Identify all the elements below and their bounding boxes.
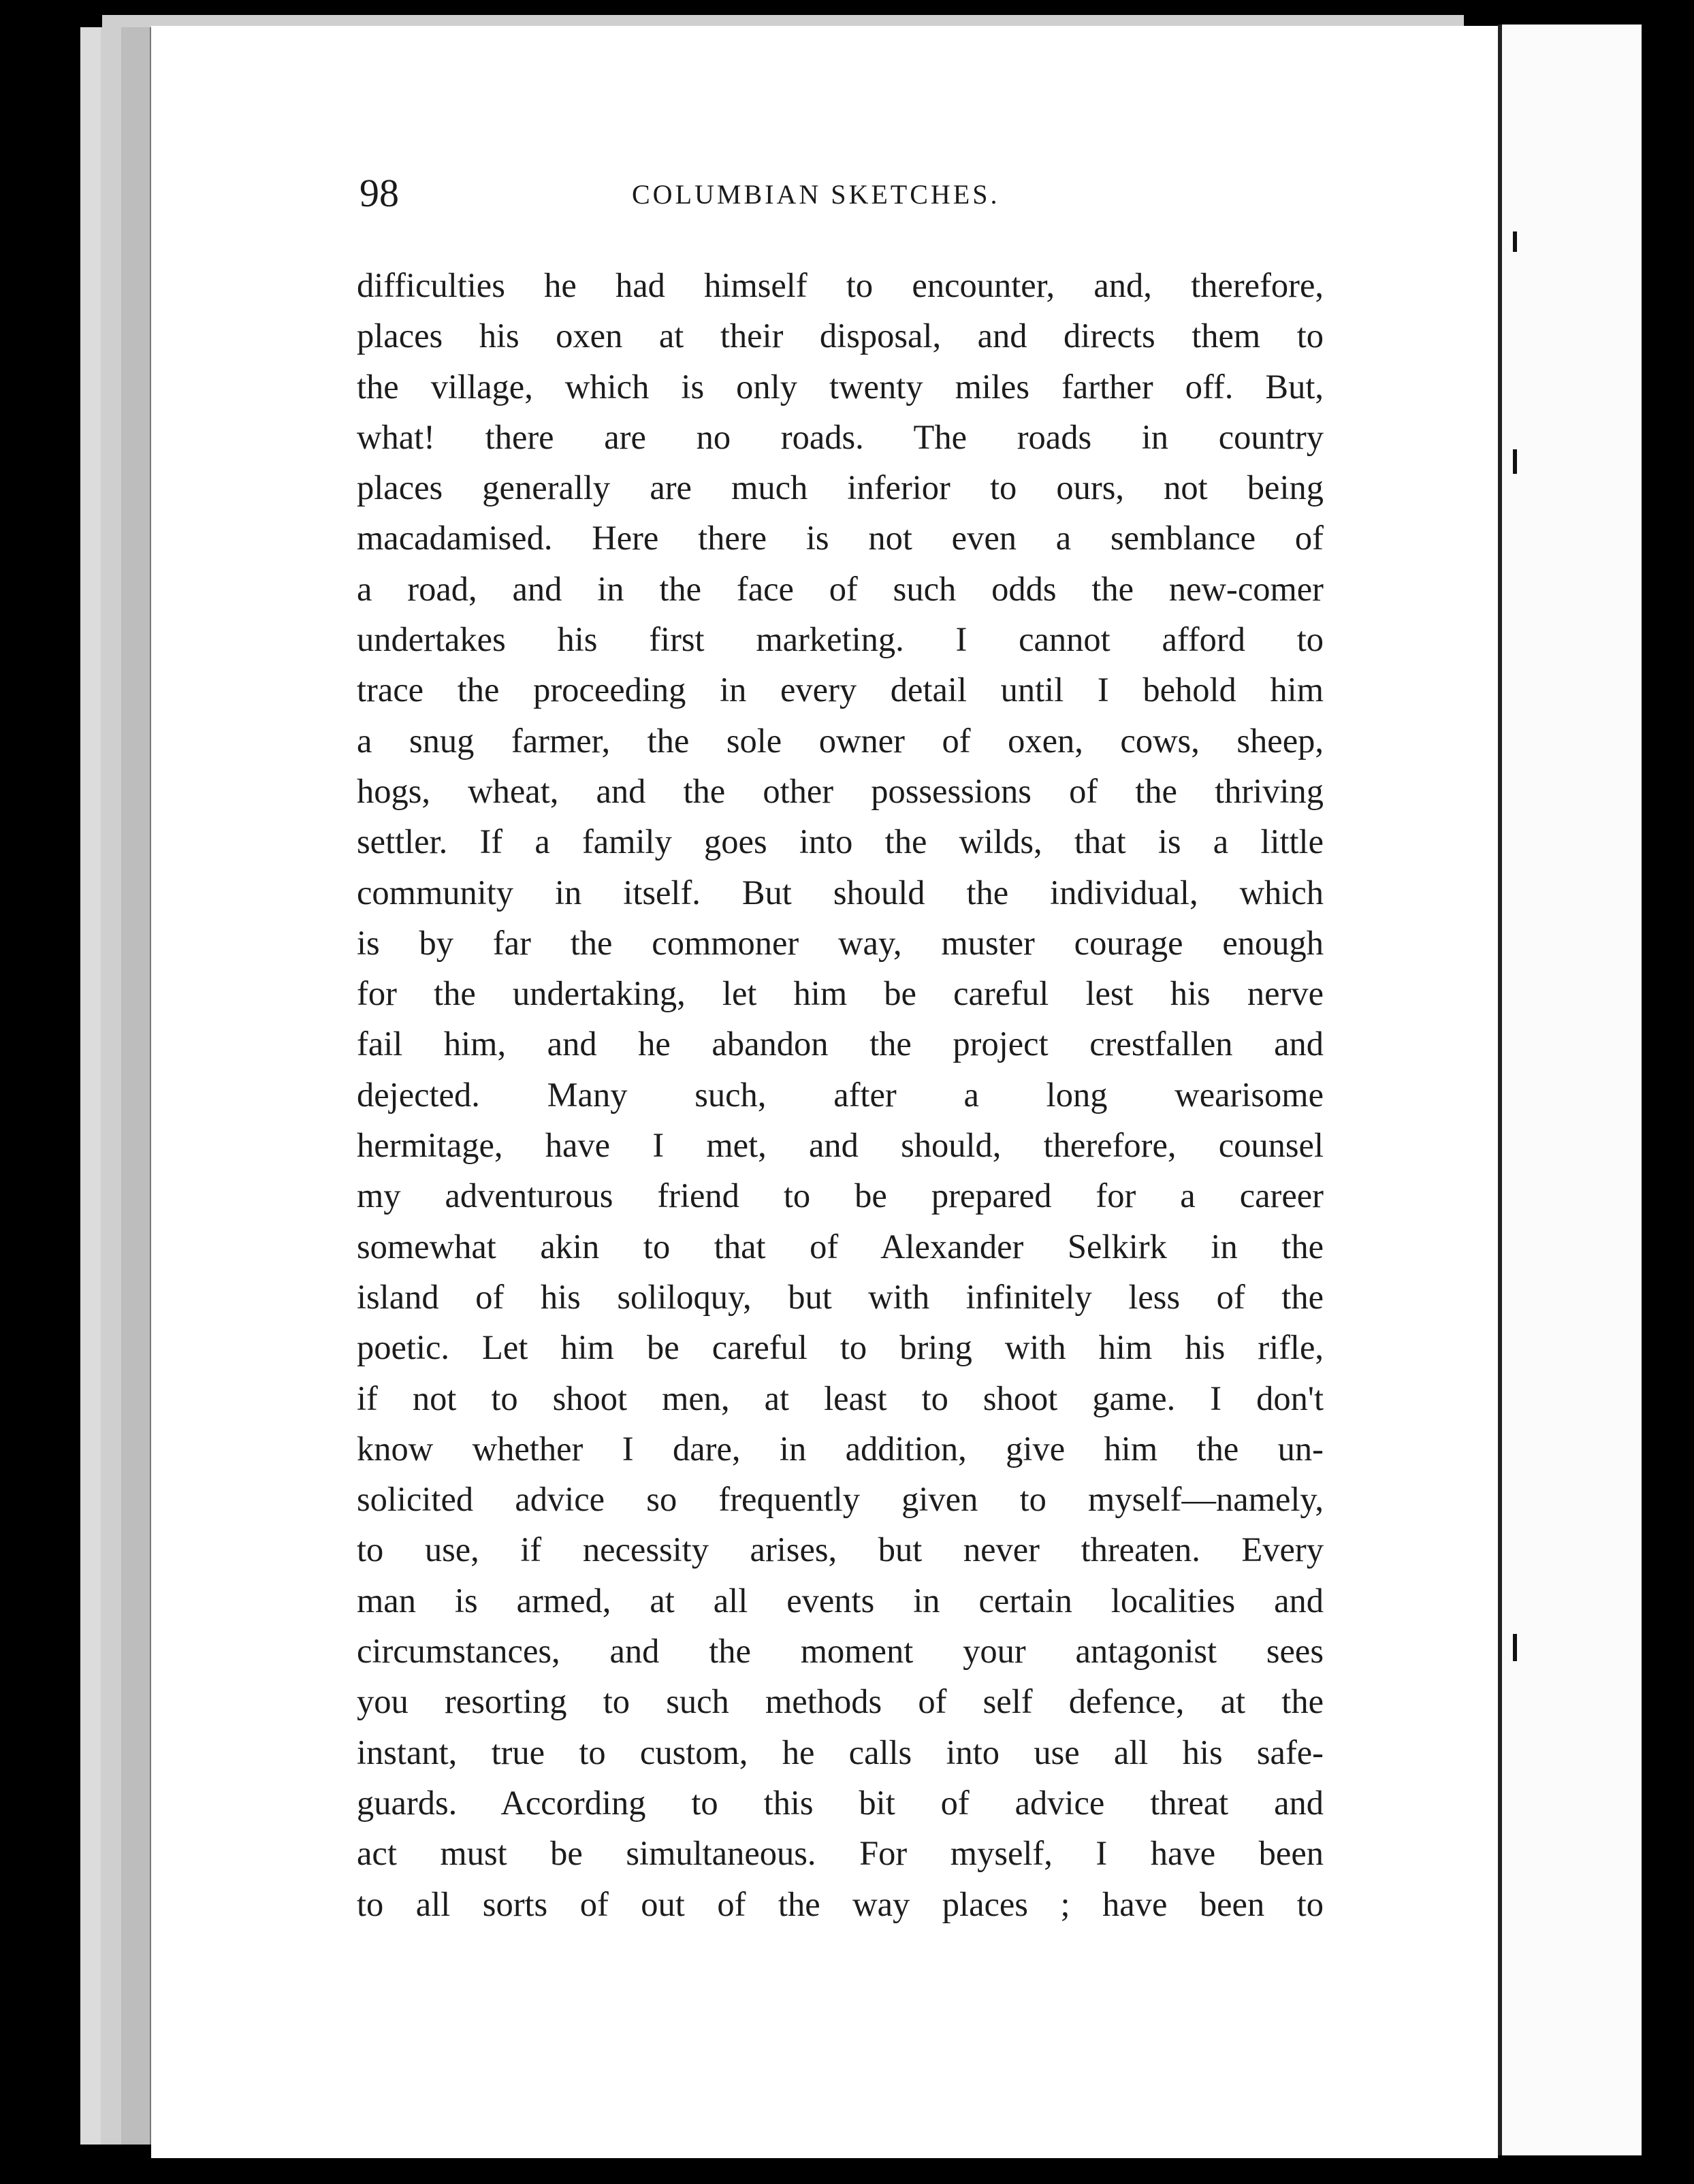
text-line: trace the proceeding in every detail until I behold him — [357, 671, 1324, 709]
text-line: instant, true to custom, he calls into use all his safe- — [357, 1733, 1324, 1771]
text-line: to all sorts of out of the way places ; have been to — [357, 1884, 1324, 1923]
text-line: a snug farmer, the sole owner of oxen, cows, sheep, — [357, 721, 1324, 760]
text-line: settler. If a family goes into the wilds, that is a little — [357, 822, 1324, 861]
text-line: dejected. Many such, after a long wearisome — [357, 1075, 1324, 1114]
page-number: 98 — [359, 171, 399, 215]
text-line: man is armed, at all events in certain localities and — [357, 1581, 1324, 1620]
text-line: somewhat akin to that of Alexander Selkirk in the — [357, 1227, 1324, 1266]
text-line: undertakes his first marketing. I cannot afford to — [357, 620, 1324, 659]
text-line: places his oxen at their disposal, and directs them to — [357, 317, 1324, 355]
page-stack-edge — [121, 27, 153, 2145]
text-line: a road, and in the face of such odds the new-comer — [357, 569, 1324, 608]
body-text — [357, 260, 1324, 1929]
text-line: circumstances, and the moment your antagonist sees — [357, 1632, 1324, 1671]
text-line: places generally are much inferior to ours, not being — [357, 468, 1324, 507]
text-line: the village, which is only twenty miles farther off. But, — [357, 367, 1324, 406]
facing-page-mark — [1513, 1634, 1517, 1661]
text-line: guards. According to this bit of advice threat and — [357, 1783, 1324, 1822]
text-line: island of his soliloquy, but with infinitely less of the — [357, 1277, 1324, 1316]
facing-page-mark — [1513, 231, 1517, 252]
text-line: to use, if necessity arises, but never threaten. Every — [357, 1530, 1324, 1569]
text-line: community in itself. But should the individual, which — [357, 873, 1324, 912]
running-head-title: COLUMBIAN SKETCHES. — [632, 179, 1000, 210]
page-stack-edge — [101, 27, 123, 2145]
text-line: my adventurous friend to be prepared for a career — [357, 1176, 1324, 1215]
running-head — [359, 170, 1326, 225]
text-line: macadamised. Here there is not even a semblance of — [357, 519, 1324, 558]
text-line: difficulties he had himself to encounter, and, therefore, — [357, 266, 1324, 304]
text-line: fail him, and he abandon the project crestfallen and — [357, 1025, 1324, 1063]
text-line: know whether I dare, in addition, give him the un- — [357, 1429, 1324, 1468]
text-line: you resorting to such methods of self defence, at the — [357, 1682, 1324, 1721]
text-line: hogs, wheat, and the other possessions of the thriving — [357, 771, 1324, 810]
text-line: poetic. Let him be careful to bring with him his rifle, — [357, 1328, 1324, 1367]
text-line: solicited advice so frequently given to myself—namely, — [357, 1480, 1324, 1519]
text-line: act must be simultaneous. For myself, I have been — [357, 1834, 1324, 1873]
text-line: if not to shoot men, at least to shoot game. I don't — [357, 1379, 1324, 1417]
facing-page-mark — [1513, 449, 1517, 474]
facing-page — [1498, 25, 1642, 2155]
text-line: for the undertaking, let him be careful lest his nerve — [357, 974, 1324, 1013]
text-line: what! there are no roads. The roads in country — [357, 417, 1324, 456]
text-line: hermitage, have I met, and should, therefore, counsel — [357, 1126, 1324, 1165]
text-line: is by far the commoner way, muster courage enough — [357, 923, 1324, 962]
page-stack-edge — [80, 27, 103, 2145]
